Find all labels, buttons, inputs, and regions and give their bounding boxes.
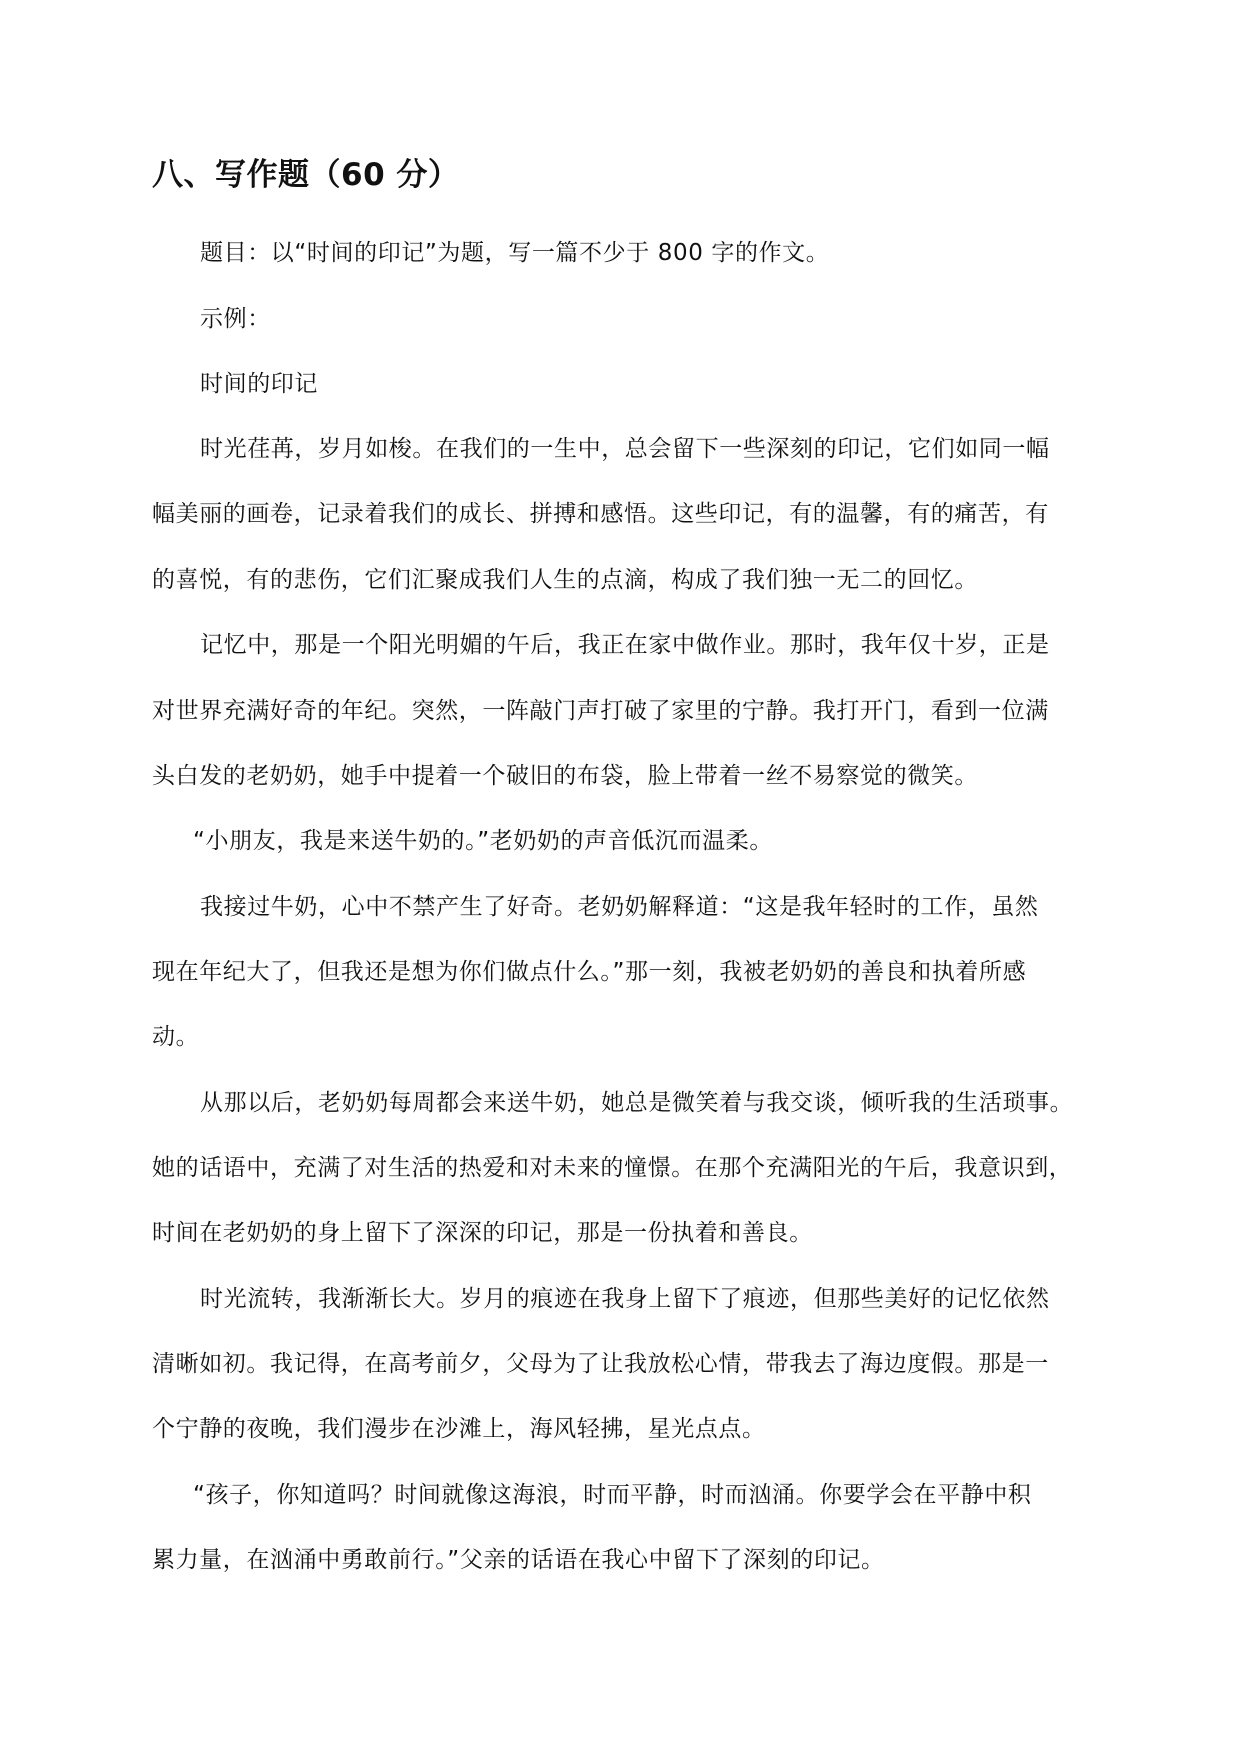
- essay-line: 对世界充满好奇的年纪。突然，一阵敲门声打破了家里的宁静。我打开门，看到一位满: [152, 698, 1049, 724]
- essay-line: 记忆中，那是一个阳光明媚的午后，我正在家中做作业。那时，我年仅十岁，正是: [200, 632, 1050, 658]
- essay-line: 累力量，在汹涌中勇敢前行。”父亲的话语在我心中留下了深刻的印记。: [152, 1547, 885, 1573]
- essay-line: 现在年纪大了，但我还是想为你们做点什么。”那一刻，我被老奶奶的善良和执着所感: [152, 959, 1027, 985]
- essay-line: 清晰如初。我记得，在高考前夕，父母为了让我放松心情，带我去了海边度假。那是一: [152, 1351, 1049, 1377]
- essay-line: “孩子，你知道吗？时间就像这海浪，时而平静，时而汹涌。你要学会在平静中积: [193, 1482, 1032, 1508]
- essay-line: “小朋友，我是来送牛奶的。”老奶奶的声音低沉而温柔。: [193, 828, 773, 854]
- essay-line: 我接过牛奶，心中不禁产生了好奇。老奶奶解释道：“这是我年轻时的工作，虽然: [200, 894, 1039, 920]
- essay-line: 时光荏苒，岁月如梭。在我们的一生中，总会留下一些深刻的印记，它们如同一幅: [200, 436, 1050, 462]
- question-prompt: 题目：以“时间的印记”为题，写一篇不少于 800 字的作文。: [200, 240, 830, 266]
- essay-line: 个宁静的夜晚，我们漫步在沙滩上，海风轻拂，星光点点。: [152, 1416, 766, 1442]
- essay-line: 从那以后，老奶奶每周都会来送牛奶，她总是微笑着与我交谈，倾听我的生活琐事。: [200, 1090, 1074, 1116]
- section-heading: 八、写作题（60 分）: [152, 157, 460, 193]
- example-label: 示例：: [200, 306, 271, 332]
- essay-title: 时间的印记: [200, 371, 318, 397]
- essay-line: 时间在老奶奶的身上留下了深深的印记，那是一份执着和善良。: [152, 1220, 813, 1246]
- essay-line: 时光流转，我渐渐长大。岁月的痕迹在我身上留下了痕迹，但那些美好的记忆依然: [200, 1286, 1050, 1312]
- essay-line: 头白发的老奶奶，她手中提着一个破旧的布袋，脸上带着一丝不易察觉的微笑。: [152, 763, 978, 789]
- essay-line: 她的话语中，充满了对生活的热爱和对未来的憧憬。在那个充满阳光的午后，我意识到，: [152, 1155, 1073, 1181]
- essay-line: 幅美丽的画卷，记录着我们的成长、拼搏和感悟。这些印记，有的温馨，有的痛苦，有: [152, 501, 1049, 527]
- essay-line: 动。: [152, 1024, 200, 1050]
- essay-line: 的喜悦，有的悲伤，它们汇聚成我们人生的点滴，构成了我们独一无二的回忆。: [152, 567, 978, 593]
